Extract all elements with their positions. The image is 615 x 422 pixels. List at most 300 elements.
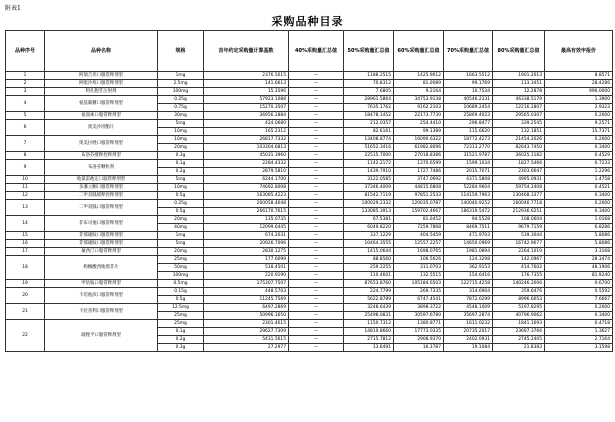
max-price-cell: 0.2000 bbox=[545, 112, 613, 120]
quantity-50-cell: 1415.0644 bbox=[344, 248, 394, 256]
quantity-70-cell: 114159.7963 bbox=[444, 192, 493, 200]
spec-cell: 20mg bbox=[158, 144, 204, 152]
base-quantity-cell: 141.6613 bbox=[204, 80, 289, 88]
quantity-60-cell: 12557.2257 bbox=[394, 240, 444, 248]
quantity-60-cell: 1698.0765 bbox=[394, 248, 444, 256]
quantity-80-cell: 108.0604 bbox=[493, 216, 545, 224]
column-header: 50%采购量汇总值 bbox=[344, 31, 394, 72]
item-number-cell: 2 bbox=[6, 80, 45, 88]
max-price-cell: 1.3900 bbox=[545, 96, 613, 104]
item-number-cell: 22 bbox=[6, 320, 45, 352]
quantity-50-cell: 13.6491 bbox=[344, 344, 394, 352]
quantity-60-cell: 269.7335 bbox=[394, 288, 444, 296]
max-price-cell: 3.1598 bbox=[545, 344, 613, 352]
base-quantity-cell: 674.2031 bbox=[204, 232, 289, 240]
quantity-40-cell: — bbox=[289, 344, 344, 352]
quantity-70-cell: 99.1769 bbox=[444, 80, 493, 88]
quantity-80-cell: 9679.7159 bbox=[493, 224, 545, 232]
max-price-cell: 7.6667 bbox=[545, 296, 613, 304]
quantity-70-cell: 25869.4023 bbox=[444, 112, 493, 120]
quantity-70-cell: 18772.4273 bbox=[444, 136, 493, 144]
base-quantity-cell: 424.0680 bbox=[204, 120, 289, 128]
quantity-50-cell: 37346.4009 bbox=[344, 184, 394, 192]
table-row bbox=[6, 160, 613, 168]
quantity-70-cell: 296.8477 bbox=[444, 120, 493, 128]
quantity-80-cell: 414.7602 bbox=[493, 264, 545, 272]
spec-cell: 25mg bbox=[158, 312, 204, 320]
item-number-cell: 8 bbox=[6, 152, 45, 160]
max-price-cell: 0.7233 bbox=[545, 160, 613, 168]
quantity-40-cell: — bbox=[289, 232, 344, 240]
item-number-cell: 18 bbox=[6, 256, 45, 280]
table-row bbox=[6, 136, 613, 144]
item-number-cell: 15 bbox=[6, 232, 45, 240]
quantity-40-cell: — bbox=[289, 272, 344, 280]
quantity-50-cell: 1439.7910 bbox=[344, 168, 394, 176]
quantity-50-cell: 1150.7312 bbox=[344, 320, 394, 328]
quantity-70-cell: 7872.0299 bbox=[444, 296, 493, 304]
quantity-70-cell: 1981.0894 bbox=[444, 248, 493, 256]
quantity-60-cell: 2908.9370 bbox=[394, 336, 444, 344]
drug-name-cell: 二甲双胍口服常释剂型 bbox=[45, 200, 158, 216]
max-price-cell: 1.0168 bbox=[545, 216, 613, 224]
spec-cell: 20mg bbox=[158, 248, 204, 256]
quantity-80-cell: 359.6476 bbox=[493, 288, 545, 296]
quantity-80-cell: 1901.2013 bbox=[493, 72, 545, 80]
max-price-cell: 6.8286 bbox=[545, 224, 613, 232]
quantity-60-cell: 27018.8386 bbox=[394, 152, 444, 160]
drug-name-cell: 卡培他滨口服常释剂型 bbox=[45, 288, 158, 304]
quantity-40-cell: — bbox=[289, 72, 344, 80]
quantity-70-cell: 154.6416 bbox=[444, 272, 493, 280]
column-header: 40%采购量汇总值 bbox=[289, 31, 344, 72]
max-price-cell: 2.7164 bbox=[545, 336, 613, 344]
quantity-50-cell: 81542.7119 bbox=[344, 192, 394, 200]
quantity-40-cell: — bbox=[289, 328, 344, 336]
quantity-80-cell: 29565.0307 bbox=[493, 112, 545, 120]
quantity-60-cell: 22173.7730 bbox=[394, 112, 444, 120]
quantity-40-cell: — bbox=[289, 128, 344, 136]
drug-name-cell: 布洛芬颗粒剂 bbox=[45, 160, 158, 176]
column-header: 品种序号 bbox=[6, 31, 45, 72]
drug-name-cell: 阿扎胞苷注射剂 bbox=[45, 88, 158, 96]
quantity-50-cell: 82.6161 bbox=[344, 128, 394, 136]
table-row bbox=[6, 304, 613, 312]
spec-cell: 0.25g bbox=[158, 96, 204, 104]
quantity-70-cell: 186319.5472 bbox=[444, 208, 493, 216]
quantity-60-cell: 97851.2533 bbox=[394, 192, 444, 200]
base-quantity-cell: 74692.8008 bbox=[204, 184, 289, 192]
base-quantity-cell: 2376.5015 bbox=[204, 72, 289, 80]
spec-cell: 10mg bbox=[158, 136, 204, 144]
base-quantity-cell: 163085.4223 bbox=[204, 192, 289, 200]
quantity-80-cell: 142.0967 bbox=[493, 256, 545, 264]
drug-name-cell: 枸橼酸西地那非片 bbox=[45, 256, 158, 280]
table-row bbox=[6, 176, 613, 184]
quantity-70-cell: 140040.9252 bbox=[444, 200, 493, 208]
drug-name-cell: 非布司他口服常释剂型 bbox=[45, 216, 158, 232]
table-body bbox=[6, 72, 613, 352]
quantity-40-cell: — bbox=[289, 320, 344, 328]
drug-name-cell: 阿瑞吉坦口服常释剂型 bbox=[45, 72, 158, 80]
max-price-cell: 0.2000 bbox=[545, 304, 613, 312]
quantity-70-cell: 4371.5808 bbox=[444, 176, 493, 184]
quantity-60-cell: 16090.6322 bbox=[394, 136, 444, 144]
quantity-80-cell: 539.3044 bbox=[493, 232, 545, 240]
quantity-70-cell: 115.6620 bbox=[444, 128, 493, 136]
quantity-60-cell: 17773.0335 bbox=[394, 328, 444, 336]
quantity-70-cell: 314.6904 bbox=[444, 288, 493, 296]
quantity-70-cell: 52284.9604 bbox=[444, 184, 493, 192]
quantity-40-cell: — bbox=[289, 336, 344, 344]
spec-cell: 40mg bbox=[158, 224, 204, 232]
quantity-70-cell: 122715.4258 bbox=[444, 280, 493, 288]
table-row bbox=[6, 112, 613, 120]
quantity-60-cell: 311.0703 bbox=[394, 264, 444, 272]
table-row bbox=[6, 192, 613, 200]
quantity-50-cell: 7.6805 bbox=[344, 88, 394, 96]
spec-cell: 5mg bbox=[158, 120, 204, 128]
spec-cell: 10mg bbox=[158, 128, 204, 136]
quantity-40-cell: — bbox=[289, 80, 344, 88]
item-number-cell: 19 bbox=[6, 280, 45, 288]
quantity-40-cell: — bbox=[289, 88, 344, 96]
quantity-70-cell: 2015.7071 bbox=[444, 168, 493, 176]
base-quantity-cell: 448.5703 bbox=[204, 288, 289, 296]
table-row bbox=[6, 96, 613, 104]
quantity-80-cell: 8996.6053 bbox=[493, 296, 545, 304]
quantity-50-cell: 1142.2172 bbox=[344, 160, 394, 168]
max-price-cell: 0.3400 bbox=[545, 312, 613, 320]
max-price-cell: 1.4758 bbox=[545, 176, 613, 184]
item-number-cell: 9 bbox=[6, 160, 45, 176]
base-quantity-cell: 177.6099 bbox=[204, 256, 289, 264]
quantity-80-cell: 21.8383 bbox=[493, 344, 545, 352]
quantity-60-cell: 6747.4541 bbox=[394, 296, 444, 304]
spec-cell: 100mg bbox=[158, 272, 204, 280]
spec-cell: 5mg bbox=[158, 176, 204, 184]
quantity-50-cell: 5622.8789 bbox=[344, 296, 394, 304]
quantity-60-cell: 7259.7868 bbox=[394, 224, 444, 232]
spec-cell: 0.5g bbox=[158, 296, 204, 304]
quantity-80-cell: 46338.5179 bbox=[493, 96, 545, 104]
drug-name-cell: 地氯雷他定口服常释剂型 bbox=[45, 176, 158, 184]
table-row bbox=[6, 80, 613, 88]
quantity-70-cell: 31521.9787 bbox=[444, 152, 493, 160]
spec-cell: 25mg bbox=[158, 256, 204, 264]
base-quantity-cell: 15.3596 bbox=[204, 88, 289, 96]
quantity-70-cell: 4548.1009 bbox=[444, 304, 493, 312]
spec-cell: 0.5mg bbox=[158, 280, 204, 288]
base-quantity-cell: 103304.6813 bbox=[204, 144, 289, 152]
quantity-60-cell: 1380.8771 bbox=[394, 320, 444, 328]
max-price-cell: 0.3400 bbox=[545, 192, 613, 200]
quantity-50-cell: 3122.0585 bbox=[344, 176, 394, 184]
quantity-40-cell: — bbox=[289, 296, 344, 304]
drug-name-cell: 卡托普利口服常释剂型 bbox=[45, 304, 158, 320]
quantity-50-cell: 337.1229 bbox=[344, 232, 394, 240]
drug-name-cell: 多潘立酮口服常释剂型 bbox=[45, 184, 158, 192]
max-price-cell: 5.8086 bbox=[545, 232, 613, 240]
item-number-cell: 6 bbox=[6, 120, 45, 136]
quantity-80-cell: 23697.3766 bbox=[493, 328, 545, 336]
quantity-60-cell: 9162.2103 bbox=[394, 104, 444, 112]
quantity-80-cell: 5197.8295 bbox=[493, 304, 545, 312]
max-price-cell: 28.4286 bbox=[545, 80, 613, 88]
quantity-50-cell: 3248.6439 bbox=[344, 304, 394, 312]
quantity-40-cell: — bbox=[289, 224, 344, 232]
quantity-40-cell: — bbox=[289, 184, 344, 192]
spec-cell: 0.2g bbox=[158, 336, 204, 344]
quantity-40-cell: — bbox=[289, 216, 344, 224]
quantity-50-cell: 28961.5864 bbox=[344, 96, 394, 104]
table-row bbox=[6, 72, 613, 80]
table-row bbox=[6, 280, 613, 288]
base-quantity-cell: 29627.7309 bbox=[204, 328, 289, 336]
base-quantity-cell: 20926.7096 bbox=[204, 240, 289, 248]
quantity-60-cell: 106.5626 bbox=[394, 256, 444, 264]
quantity-40-cell: — bbox=[289, 264, 344, 272]
column-header: 首年约定采购量计算基数 bbox=[204, 31, 289, 72]
base-quantity-cell: 2879.5810 bbox=[204, 168, 289, 176]
quantity-50-cell: 70.8312 bbox=[344, 80, 394, 88]
quantity-70-cell: 94.5528 bbox=[444, 216, 493, 224]
base-quantity-cell: 5431.5615 bbox=[204, 336, 289, 344]
procurement-catalog-table bbox=[5, 30, 613, 352]
table-row bbox=[6, 152, 613, 160]
quantity-40-cell: — bbox=[289, 240, 344, 248]
quantity-70-cell: 10689.2454 bbox=[444, 104, 493, 112]
item-number-cell: 11 bbox=[6, 184, 45, 192]
quantity-80-cell: 1827.5466 bbox=[493, 160, 545, 168]
quantity-50-cell: 1188.2515 bbox=[344, 72, 394, 80]
quantity-40-cell: — bbox=[289, 200, 344, 208]
spec-cell: 0.5g bbox=[158, 192, 204, 200]
quantity-50-cell: 7635.1762 bbox=[344, 104, 394, 112]
quantity-70-cell: 362.9153 bbox=[444, 264, 493, 272]
spec-cell: 0.1g bbox=[158, 328, 204, 336]
quantity-80-cell: 59754.2408 bbox=[493, 184, 545, 192]
quantity-80-cell: 16742.9677 bbox=[493, 240, 545, 248]
base-quantity-cell: 27.2977 bbox=[204, 344, 289, 352]
item-number-cell: 16 bbox=[6, 240, 45, 248]
base-quantity-cell: 518.4501 bbox=[204, 264, 289, 272]
base-quantity-cell: 2830.1275 bbox=[204, 248, 289, 256]
quantity-70-cell: 10.7534 bbox=[444, 88, 493, 96]
max-price-cell: 48.1906 bbox=[545, 264, 613, 272]
base-quantity-cell: 6244.1700 bbox=[204, 176, 289, 184]
base-quantity-cell: 45031.3960 bbox=[204, 152, 289, 160]
table-header-row bbox=[6, 31, 613, 72]
max-price-cell: 15.7371 bbox=[545, 128, 613, 136]
max-price-cell: 9.2571 bbox=[545, 120, 613, 128]
quantity-80-cell: 2745.2405 bbox=[493, 336, 545, 344]
quantity-60-cell: 44815.6808 bbox=[394, 184, 444, 192]
base-quantity-cell: 175307.7507 bbox=[204, 280, 289, 288]
quantity-80-cell: 140246.2006 bbox=[493, 280, 545, 288]
quantity-50-cell: 25498.0831 bbox=[344, 312, 394, 320]
column-header: 品种名称 bbox=[45, 31, 158, 72]
quantity-40-cell: — bbox=[289, 288, 344, 296]
base-quantity-cell: 135.0735 bbox=[204, 216, 289, 224]
max-price-cell: 28.3474 bbox=[545, 256, 613, 264]
spec-cell: 0.15g bbox=[158, 288, 204, 296]
table-row bbox=[6, 232, 613, 240]
spec-cell: 0.3g bbox=[158, 152, 204, 160]
table-row bbox=[6, 288, 613, 296]
quantity-60-cell: 254.4410 bbox=[394, 120, 444, 128]
item-number-cell: 1 bbox=[6, 72, 45, 80]
drug-name-cell: 二甲双胍缓释控释剂型 bbox=[45, 192, 158, 200]
max-price-cell: 0.4529 bbox=[545, 152, 613, 160]
item-number-cell: 14 bbox=[6, 216, 45, 232]
spec-cell: 0.3g bbox=[158, 344, 204, 352]
table-row bbox=[6, 248, 613, 256]
spec-cell: 5mg bbox=[158, 240, 204, 248]
base-quantity-cell: 57923.1088 bbox=[204, 96, 289, 104]
max-price-cell: 0.2000 bbox=[545, 136, 613, 144]
quantity-80-cell: 132.1851 bbox=[493, 128, 545, 136]
max-price-cell: 0.3400 bbox=[545, 144, 613, 152]
quantity-40-cell: — bbox=[289, 280, 344, 288]
quantity-70-cell: 124.3298 bbox=[444, 256, 493, 264]
quantity-50-cell: 13408.8774 bbox=[344, 136, 394, 144]
base-quantity-cell: 200058.4648 bbox=[204, 200, 289, 208]
quantity-80-cell: 212936.6251 bbox=[493, 208, 545, 216]
quantity-80-cell: 21454.2026 bbox=[493, 136, 545, 144]
quantity-80-cell: 176.7355 bbox=[493, 272, 545, 280]
quantity-80-cell: 12.2878 bbox=[493, 88, 545, 96]
quantity-40-cell: — bbox=[289, 208, 344, 216]
base-quantity-cell: 6497.2869 bbox=[204, 304, 289, 312]
quantity-80-cell: 113.3451 bbox=[493, 80, 545, 88]
quantity-60-cell: 105184.6503 bbox=[394, 280, 444, 288]
base-quantity-cell: 266170.7615 bbox=[204, 208, 289, 216]
quantity-40-cell: — bbox=[289, 120, 344, 128]
spec-cell: 0.25g bbox=[158, 200, 204, 208]
quantity-40-cell: — bbox=[289, 96, 344, 104]
quantity-80-cell: 339.2545 bbox=[493, 120, 545, 128]
quantity-50-cell: 87653.8760 bbox=[344, 280, 394, 288]
drug-name-cell: 奥美拉唑口服常释剂型 bbox=[45, 136, 158, 152]
spec-cell: 100mg bbox=[158, 88, 204, 96]
item-number-cell: 5 bbox=[6, 112, 45, 120]
drug-name-cell: 非那雄胺口服常释剂型 bbox=[45, 240, 158, 248]
quantity-50-cell: 212.0357 bbox=[344, 120, 394, 128]
quantity-60-cell: 120035.0787 bbox=[394, 200, 444, 208]
quantity-40-cell: — bbox=[289, 304, 344, 312]
drug-name-cell: 硫唑平口服常释剂型 bbox=[45, 320, 158, 352]
quantity-50-cell: 133085.3913 bbox=[344, 208, 394, 216]
quantity-60-cell: 1425.9012 bbox=[394, 72, 444, 80]
quantity-50-cell: 67.5381 bbox=[344, 216, 394, 224]
spec-cell: 20mg bbox=[158, 216, 204, 224]
base-quantity-cell: 11245.7569 bbox=[204, 296, 289, 304]
quantity-60-cell: 9.2164 bbox=[394, 88, 444, 96]
drug-name-cell: 非那雄胺口服常释剂型 bbox=[45, 232, 158, 240]
table-row bbox=[6, 88, 613, 96]
base-quantity-cell: 50996.1650 bbox=[204, 312, 289, 320]
base-quantity-cell: 26817.7332 bbox=[204, 136, 289, 144]
quantity-40-cell: — bbox=[289, 104, 344, 112]
drug-name-cell: 氨基葡糖口服常释剂型 bbox=[45, 96, 158, 112]
max-price-cell: 0.2000 bbox=[545, 200, 613, 208]
quantity-60-cell: 16.3787 bbox=[394, 344, 444, 352]
column-header: 最高有效申报价 bbox=[545, 31, 613, 72]
drug-name-cell: 氟西汀口服常释剂型 bbox=[45, 248, 158, 256]
base-quantity-cell: 15270.3507 bbox=[204, 104, 289, 112]
quantity-50-cell: 22515.7000 bbox=[344, 152, 394, 160]
base-quantity-cell: 12099.6445 bbox=[204, 224, 289, 232]
base-quantity-cell: 165.2312 bbox=[204, 128, 289, 136]
quantity-60-cell: 404.5459 bbox=[394, 232, 444, 240]
max-price-cell: 5.8086 bbox=[545, 240, 613, 248]
quantity-80-cell: 82643.7450 bbox=[493, 144, 545, 152]
base-quantity-cell: 36956.2884 bbox=[204, 112, 289, 120]
quantity-70-cell: 20735.2017 bbox=[444, 328, 493, 336]
quantity-50-cell: 51652.3416 bbox=[344, 144, 394, 152]
item-number-cell: 12 bbox=[6, 192, 45, 200]
base-quantity-cell: 2284.4332 bbox=[204, 160, 289, 168]
quantity-80-cell: 2303.6647 bbox=[493, 168, 545, 176]
max-price-cell: 81.9240 bbox=[545, 272, 613, 280]
quantity-70-cell: 19.1084 bbox=[444, 344, 493, 352]
spec-cell: 1mg bbox=[158, 232, 204, 240]
column-header: 规格 bbox=[158, 31, 204, 72]
quantity-40-cell: — bbox=[289, 152, 344, 160]
column-header: 70%采购量汇总值 bbox=[444, 31, 493, 72]
quantity-70-cell: 471.9703 bbox=[444, 232, 493, 240]
max-price-cell: 0.3400 bbox=[545, 208, 613, 216]
quantity-40-cell: — bbox=[289, 160, 344, 168]
quantity-40-cell: — bbox=[289, 312, 344, 320]
table-row bbox=[6, 216, 613, 224]
quantity-60-cell: 81.0089 bbox=[394, 80, 444, 88]
spec-cell: 10mg bbox=[158, 184, 204, 192]
quantity-50-cell: 100029.2332 bbox=[344, 200, 394, 208]
drug-name-cell: 甲钴胺口服常释剂型 bbox=[45, 280, 158, 288]
quantity-50-cell: 110.4601 bbox=[344, 272, 394, 280]
max-price-cell: 996.0000 bbox=[545, 88, 613, 96]
quantity-40-cell: — bbox=[289, 176, 344, 184]
item-number-cell: 13 bbox=[6, 200, 45, 216]
quantity-80-cell: 12216.2807 bbox=[493, 104, 545, 112]
table-row bbox=[6, 200, 613, 208]
quantity-70-cell: 2402.0931 bbox=[444, 336, 493, 344]
item-number-cell: 7 bbox=[6, 136, 45, 152]
item-number-cell: 3 bbox=[6, 88, 45, 96]
annex-label: 附表1 bbox=[5, 5, 21, 12]
max-price-cell: 0.5592 bbox=[545, 288, 613, 296]
drug-name-cell: 阿哌沙班口服常释剂型 bbox=[45, 80, 158, 88]
max-price-cell: 0.6700 bbox=[545, 280, 613, 288]
max-price-cell: 1.2296 bbox=[545, 168, 613, 176]
quantity-50-cell: 10464.3555 bbox=[344, 240, 394, 248]
quantity-60-cell: 3898.3722 bbox=[394, 304, 444, 312]
item-number-cell: 10 bbox=[6, 176, 45, 184]
quantity-50-cell: 2715.7812 bbox=[344, 336, 394, 344]
quantity-40-cell: — bbox=[289, 192, 344, 200]
quantity-50-cell: 88.8560 bbox=[344, 256, 394, 264]
quantity-70-cell: 1663.5512 bbox=[444, 72, 493, 80]
quantity-60-cell: 132.5515 bbox=[394, 272, 444, 280]
quantity-80-cell: 2264.1019 bbox=[493, 248, 545, 256]
quantity-60-cell: 34753.9138 bbox=[394, 96, 444, 104]
max-price-cell: 8.8571 bbox=[545, 72, 613, 80]
quantity-40-cell: — bbox=[289, 248, 344, 256]
column-header: 60%采购量汇总值 bbox=[394, 31, 444, 72]
table-row bbox=[6, 256, 613, 264]
